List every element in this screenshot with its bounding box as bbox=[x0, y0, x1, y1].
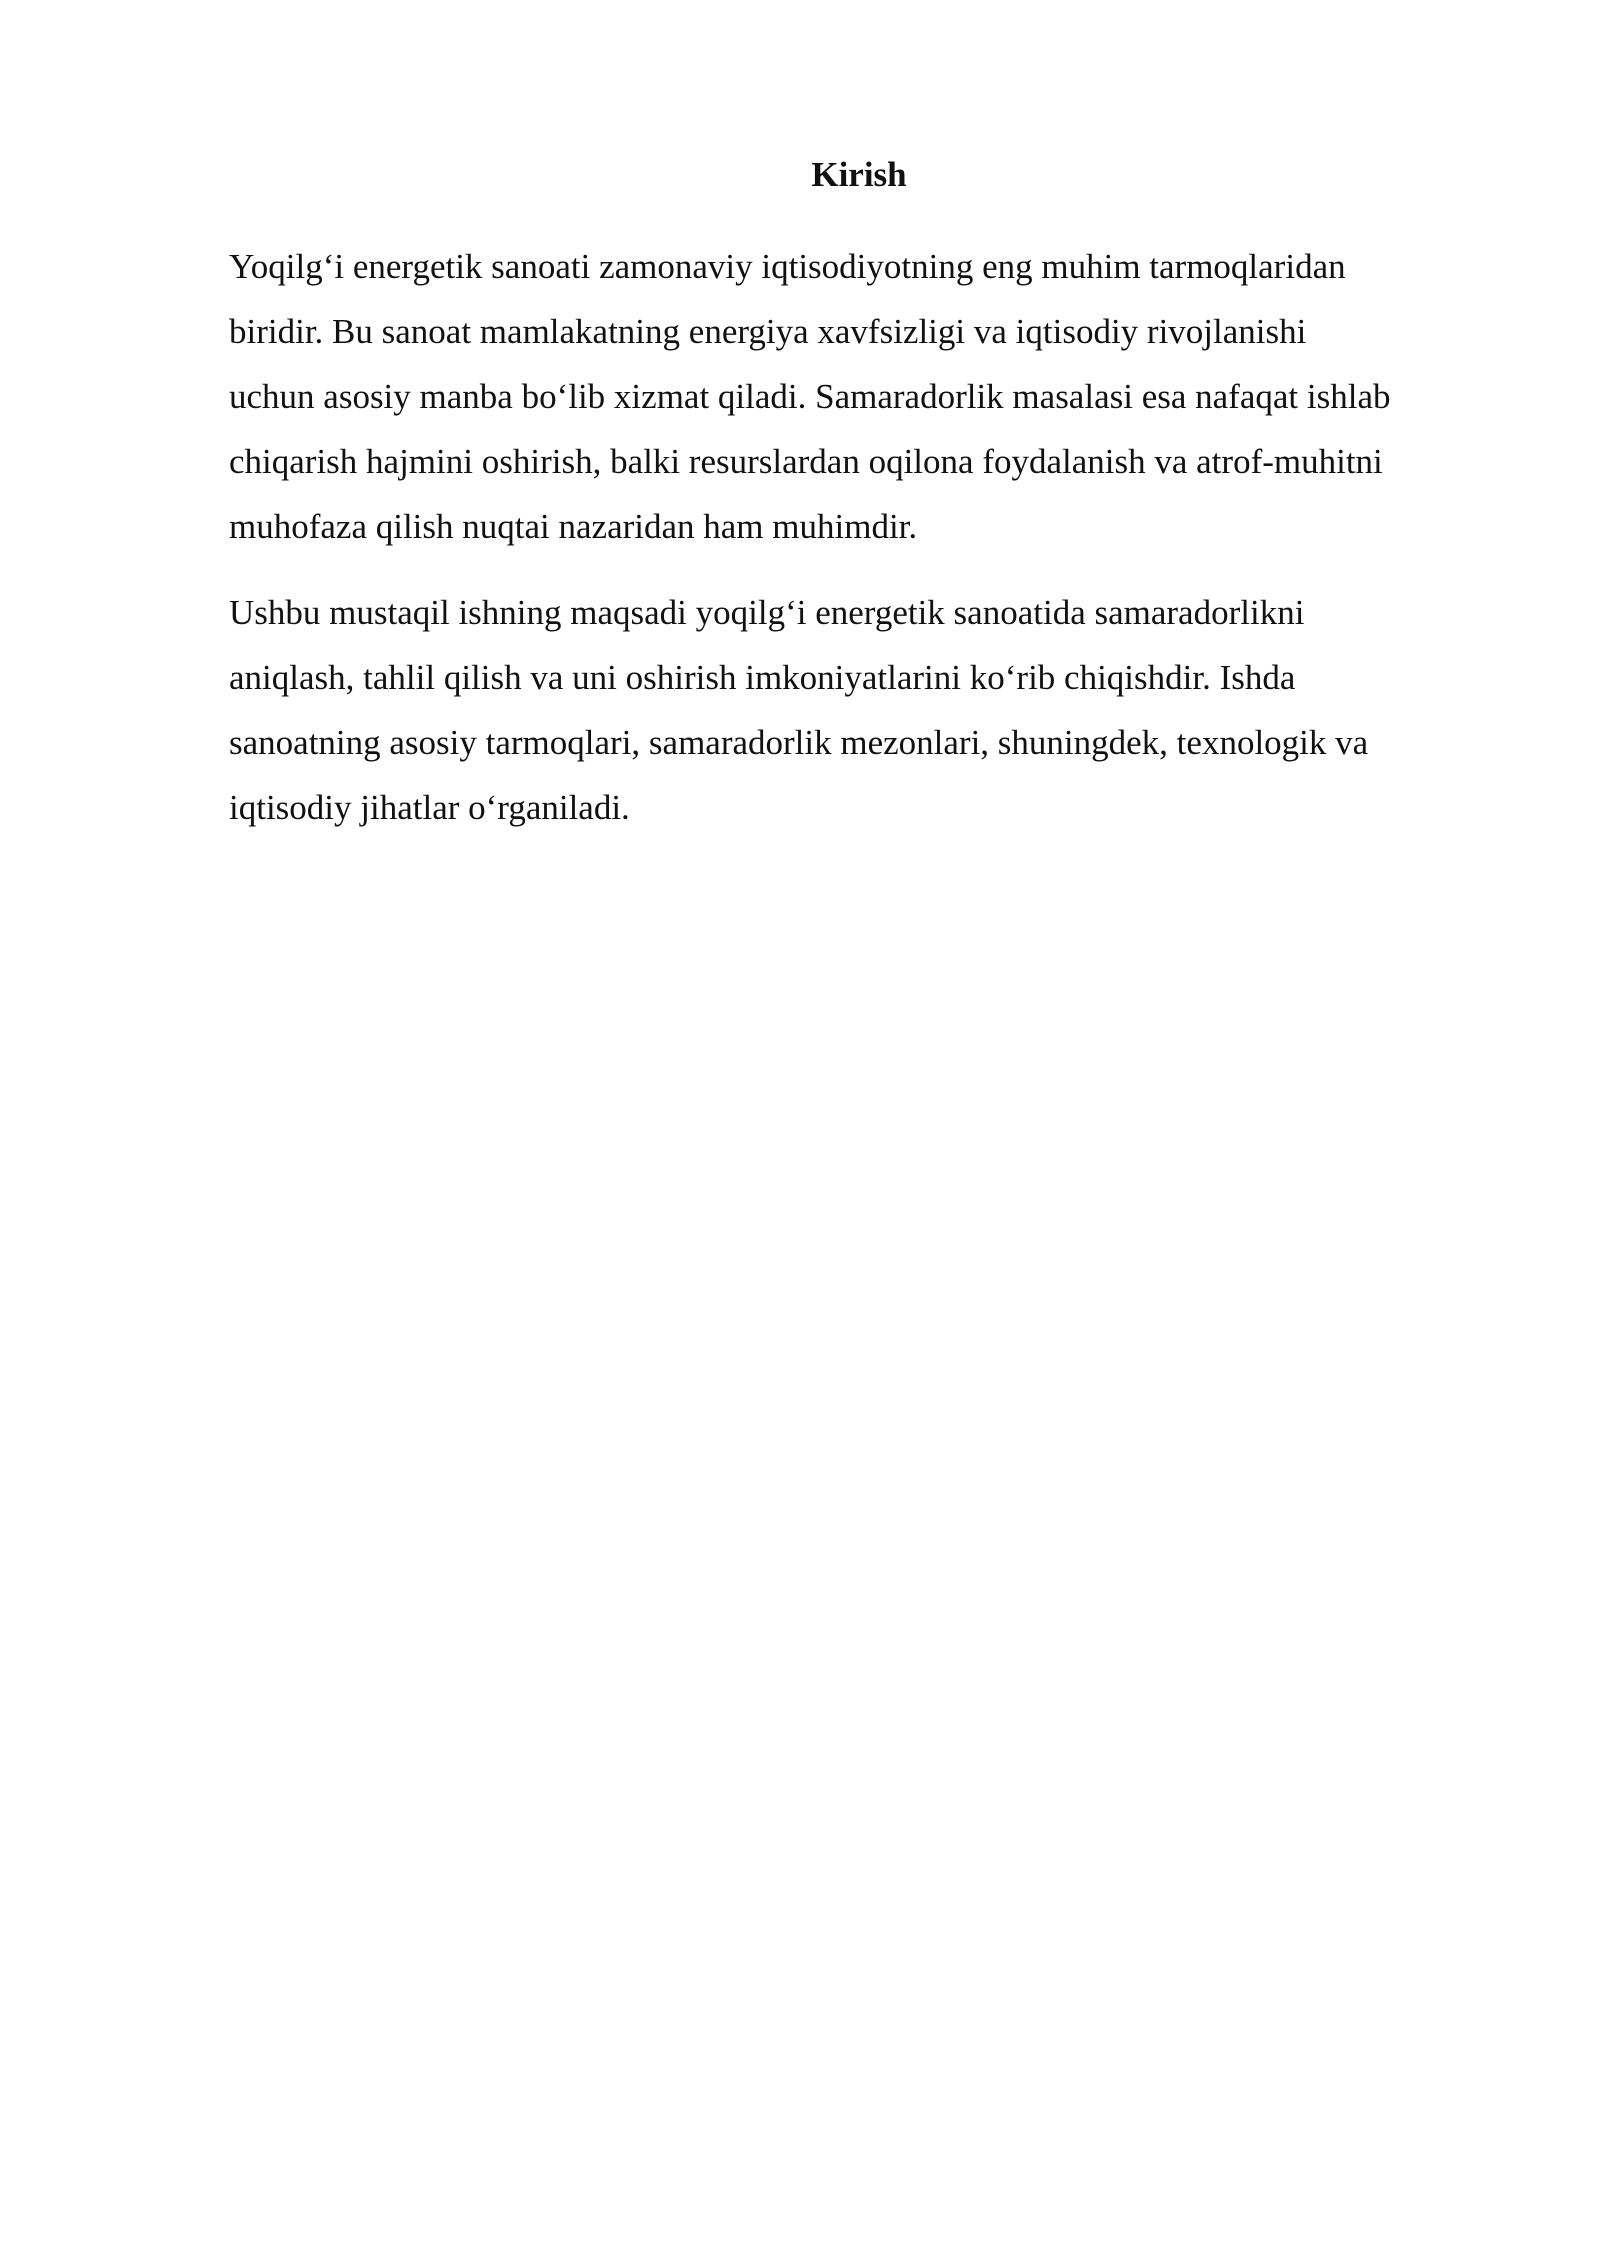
paragraph-line: sanoatning asosiy tarmoqlari, samaradorlik mezonlari, shuningdek, texnologik va bbox=[229, 723, 1369, 762]
paragraph-line: chiqarish hajmini oshirish, balki resurslardan oqilona foydalanish va atrof-muhitni bbox=[229, 442, 1383, 481]
paragraph-line: uchun asosiy manba bo‘lib xizmat qiladi. Samaradorlik masalasi esa nafaqat ishlab bbox=[229, 377, 1391, 416]
paragraph-line: Yoqilg‘i energetik sanoati zamonaviy iqtisodiyotning eng muhim tarmoqlaridan bbox=[229, 247, 1346, 286]
paragraph-line: Ushbu mustaqil ishning maqsadi yoqilg‘i energetik sanoatida samaradorlikni bbox=[229, 593, 1305, 632]
paragraph-line: biridir. Bu sanoat mamlakatning energiya xavfsizligi va iqtisodiy rivojlanishi bbox=[229, 312, 1307, 351]
paragraph-intro bbox=[229, 234, 1489, 559]
paragraph-line: aniqlash, tahlil qilish va uni oshirish imkoniyatlarini ko‘rib chiqishdir. Ishda bbox=[229, 658, 1296, 697]
page-title: Kirish bbox=[811, 155, 907, 194]
paragraph-line: muhofaza qilish nuqtai nazaridan ham muhimdir. bbox=[229, 507, 918, 546]
paragraph-purpose bbox=[229, 580, 1489, 840]
paragraph-line: iqtisodiy jihatlar o‘rganiladi. bbox=[229, 788, 630, 827]
document-body bbox=[229, 150, 1489, 840]
